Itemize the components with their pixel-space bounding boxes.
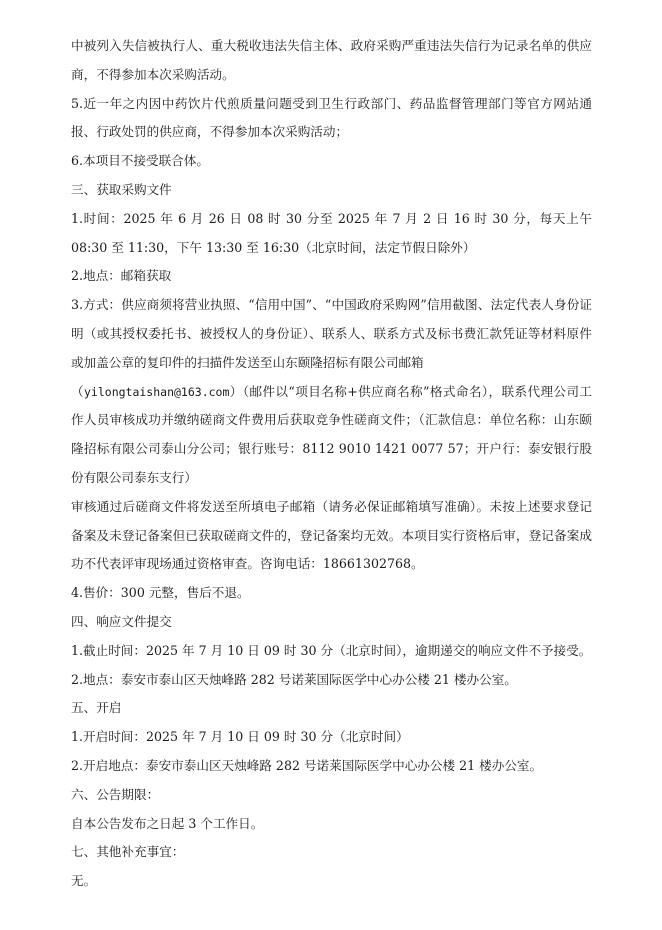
agency-email: yilongtaishan@163.com	[84, 384, 230, 399]
paragraph-review-notice: 审核通过后磋商文件将发送至所填电子邮箱（请务必保证邮箱填写准确）。未按上述要求登记备案及未登记备案但已获取磋商文件的，登记备案均无效。本项目实行资格后审，登记备案成功不代表评审现场通过资格审查。咨询电话：18661302768。	[71, 498, 592, 572]
paragraph-opening-time: 1.开启时间：2025 年 7 月 10 日 09 时 30 分（北京时间）	[71, 729, 409, 745]
paragraph-price: 4.售价：300 元整，售后不退。	[71, 585, 250, 601]
paragraph-announcement-period: 自本公告发布之日起 3 个工作日。	[71, 815, 264, 831]
paragraph-submission-deadline: 1.截止时间：2025 年 7 月 10 日 09 时 30 分（北京时间），逾期递交的响应文件不予接受。	[71, 642, 592, 658]
paragraph-condition-6: 6.本项目不接受联合体。	[71, 153, 209, 169]
paragraph-obtain-location: 2.地点：邮箱获取	[71, 268, 172, 284]
paragraph-blacklist-condition: 中被列入失信被执行人、重大税收违法失信主体、政府采购严重违法失信行为记录名单的供应商，不得参加本次采购活动。	[71, 38, 592, 82]
section-heading-obtain-documents: 三、获取采购文件	[71, 181, 172, 197]
paragraph-other-matters: 无。	[71, 873, 97, 889]
paragraph-opening-location: 2.开启地点：泰安市泰山区天烛峰路 282 号诺莱国际医学中心办公楼 21 楼办公室。	[71, 757, 543, 773]
section-heading-announcement-period: 六、公告期限：	[71, 786, 160, 802]
paragraph-submission-location: 2.地点：泰安市泰山区天烛峰路 282 号诺莱国际医学中心办公楼 21 楼办公室。	[71, 671, 517, 687]
paragraph-obtain-time: 1.时间：2025 年 6 月 26 日 08 时 30 分至 2025 年 7 月 2 日 16 时 30 分，每天上午 08:30 至 11:30，下午 13:30 至 16:30（北京时间，法定节假日除外）	[71, 210, 592, 255]
section-heading-opening: 五、开启	[71, 700, 122, 716]
paragraph-condition-5: 5.近一年之内因中药饮片代煎质量问题受到卫生行政部门、药品监督管理部门等官方网站通报、行政处罚的供应商，不得参加本次采购活动；	[71, 95, 592, 140]
section-heading-submission: 四、响应文件提交	[71, 613, 172, 629]
paragraph-obtain-method: 3.方式：供应商须将营业执照、“信用中国”、“中国政府采购网”信用截图、法定代表人身份证明（或其授权委托书、被授权人的身份证）、联系人、联系方式及标书费汇款凭证等材料原件或加盖公章的复印件的扫描件发送至山东颐隆招标有限公司邮箱	[71, 297, 592, 370]
section-heading-other-matters: 七、其他补充事宜：	[71, 844, 185, 860]
remittance-text: ）（邮件以“项目名称+供应商名称”格式命名），联系代理公司工作人员审核成功并缴纳磋商文件费用后获取竞争性磋商文件；（汇款信息：单位名称：山东颐隆招标有限公司泰山分公司；银行账号：8112 9010 1421 0077 57；开户行：泰安银行股份有限公司泰东支行）	[71, 383, 593, 485]
paragraph-email-and-remittance: （yilongtaishan@163.com）（邮件以“项目名称+供应商名称”格式命名），联系代理公司工作人员审核成功并缴纳磋商文件费用后获取竞争性磋商文件；（汇款信息：单位名称：山东颐隆招标有限公司泰山分公司；银行账号：8112 9010 1421 0077 57；开户行：泰安银行股份有限公司泰东支行）	[71, 383, 593, 485]
